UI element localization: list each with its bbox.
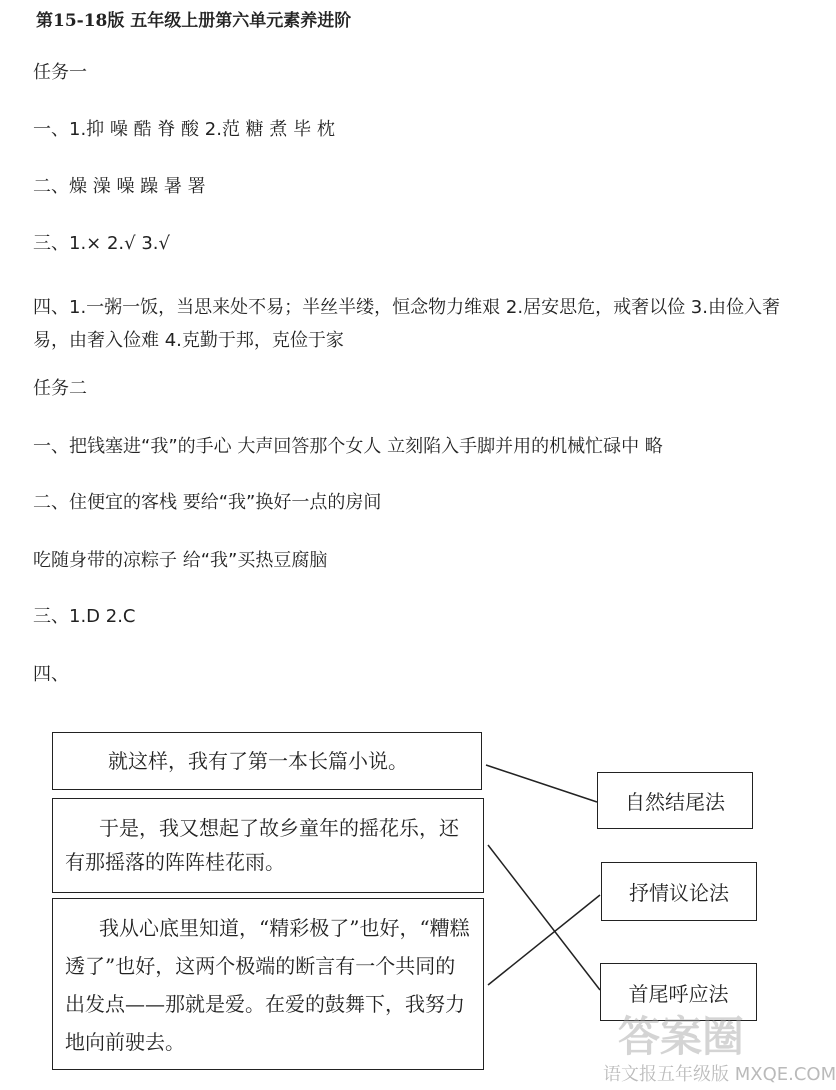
watermark-caption (603, 1060, 836, 1086)
left-box-1: 就这样，我有了第一本长篇小说。 (52, 732, 482, 790)
right-box-1: 自然结尾法 (597, 772, 753, 829)
watermark-url: MXQE.COM (734, 1064, 836, 1085)
task1-q3: 三、1.× 2.√ 3.√ (33, 233, 170, 254)
link-line-2 (488, 845, 600, 990)
left-box-3-text: 我从心底里知道，“精彩极了”也好，“糟糕透了”也好，这两个极端的断言有一个共同的出发点——那就是爱。在爱的鼓舞下，我努力地向前驶去。 (65, 916, 470, 1054)
task2-q2-continued: 吃随身带的凉粽子 给“我”买热豆腐脑 (33, 550, 328, 571)
right-box-2: 抒情议论法 (601, 862, 757, 921)
task2-heading: 任务二 (33, 378, 87, 399)
left-box-2-text: 于是，我又想起了故乡童年的摇花乐，还有那摇落的阵阵桂花雨。 (65, 816, 459, 874)
watermark-caption-text: 语文报五年级版 (603, 1064, 729, 1085)
task2-q3: 三、1.D 2.C (33, 606, 136, 627)
task1-heading: 任务一 (33, 62, 87, 83)
link-line-3 (488, 895, 600, 985)
watermark-logo-text: 答案圈 (618, 1012, 745, 1061)
link-line-1 (486, 765, 597, 802)
task2-q1: 一、把钱塞进“我”的手心 大声回答那个女人 立刻陷入手脚并用的机械忙碌中 略 (33, 436, 663, 457)
task2-q4: 四、 (33, 664, 69, 685)
task1-q4: 四、1.一粥一饭，当思来处不易；半丝半缕，恒念物力维艰 2.居安思危，戒奢以俭 3.由俭入奢易，由奢入俭难 4.克勤于邦，克俭于家 (33, 297, 780, 351)
watermark-logo (618, 1004, 744, 1064)
task1-q1: 一、1.抑 噪 酷 脊 酸 2.范 糖 煮 毕 枕 (33, 119, 335, 140)
task1-q2: 二、燥 澡 噪 躁 暑 署 (33, 176, 206, 197)
page-title: 第15-18版 五年级上册第六单元素养进阶 (36, 11, 352, 31)
task2-q2: 二、住便宜的客栈 要给“我”换好一点的房间 (33, 492, 382, 513)
right-box-3: 首尾呼应法 (600, 963, 757, 1021)
